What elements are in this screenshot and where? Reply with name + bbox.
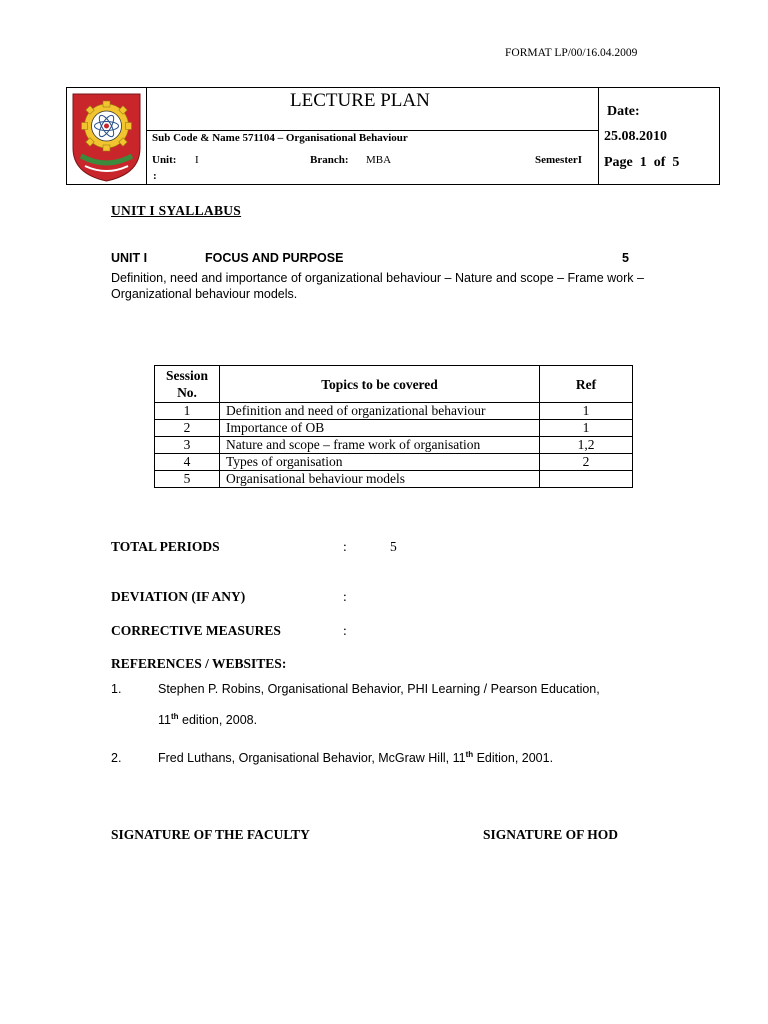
unit-description: Definition, need and importance of organizational behaviour – Nature and scope – Frame work – Organizational behaviour models. — [111, 271, 644, 301]
title-divider — [146, 130, 598, 131]
reference-edition-suffix: th — [465, 750, 474, 759]
branch-label: Branch: — [310, 154, 349, 166]
reference-number: 2. — [111, 751, 122, 765]
session-ref: 2 — [540, 454, 633, 471]
references-heading: REFERENCES / WEBSITES: — [111, 656, 287, 671]
faculty-signature-label: SIGNATURE OF THE FACULTY — [111, 827, 310, 842]
session-number: 4 — [155, 454, 220, 471]
session-topic: Types of organisation — [220, 454, 540, 471]
table-row — [155, 437, 633, 454]
college-logo — [67, 88, 146, 184]
page-number: Page 1 of 5 — [604, 155, 680, 170]
session-topic: Organisational behaviour models — [220, 471, 540, 488]
reference-number: 1. — [111, 682, 122, 696]
syllabus-heading: UNIT I SYALLABUS — [111, 203, 242, 218]
hod-signature-label: SIGNATURE OF HOD — [483, 827, 619, 842]
total-periods-colon: : — [343, 539, 347, 554]
page-title: LECTURE PLAN — [290, 90, 430, 111]
session-topic: Definition and need of organizational behaviour — [220, 403, 540, 420]
session-ref: 1,2 — [540, 437, 633, 454]
table-row — [155, 420, 633, 437]
table-row — [155, 454, 633, 471]
unit-value: I — [195, 154, 199, 166]
semester-label: SemesterI — [535, 154, 583, 166]
deviation-label: DEVIATION (IF ANY) — [111, 589, 246, 604]
unit-heading-title: FOCUS AND PURPOSE — [205, 251, 344, 265]
session-topic: Nature and scope – frame work of organisation — [220, 437, 540, 454]
unit-colon: : — [153, 170, 157, 182]
session-ref — [540, 471, 633, 488]
header-ref: Ref — [540, 366, 633, 403]
session-ref: 1 — [540, 403, 633, 420]
header-topics: Topics to be covered — [220, 366, 540, 403]
session-ref: 1 — [540, 420, 633, 437]
session-table — [154, 365, 633, 488]
unit-heading-code: UNIT I — [111, 251, 148, 265]
unit-label: Unit: — [152, 154, 177, 166]
reference-edition-rest: edition, 2008. — [178, 713, 258, 727]
session-number: 3 — [155, 437, 220, 454]
total-periods-value: 5 — [390, 539, 397, 554]
reference-edition-number: 11 — [158, 713, 171, 727]
session-number: 5 — [155, 471, 220, 488]
date-label: Date: — [607, 104, 640, 119]
table-row — [155, 403, 633, 420]
corrective-measures-label: CORRECTIVE MEASURES — [111, 623, 281, 638]
total-periods-label: TOTAL PERIODS — [111, 539, 220, 554]
session-number: 2 — [155, 420, 220, 437]
header-session-no: Session No. — [155, 366, 220, 403]
reference-text-start: Fred Luthans, Organisational Behavior, McGraw Hill, 11 — [158, 751, 466, 765]
corrective-measures-colon: : — [343, 623, 347, 638]
table-row — [155, 471, 633, 488]
unit-heading-hours: 5 — [622, 251, 629, 265]
reference-text-continued — [158, 713, 257, 727]
branch-value: MBA — [366, 154, 392, 166]
session-topic: Importance of OB — [220, 420, 540, 437]
subject-code-name: Sub Code & Name 571104 – Organisational Behaviour — [152, 132, 408, 144]
format-code: FORMAT LP/00/16.04.2009 — [505, 47, 638, 59]
date-value: 25.08.2010 — [604, 129, 667, 144]
reference-edition-suffix: th — [170, 712, 179, 721]
reference-text — [158, 751, 553, 765]
logo-cell — [67, 88, 147, 184]
deviation-colon: : — [343, 589, 347, 604]
table-header-row — [155, 366, 633, 403]
reference-text-end: Edition, 2001. — [473, 751, 554, 765]
session-number: 1 — [155, 403, 220, 420]
reference-text: Stephen P. Robins, Organisational Behavior, PHI Learning / Pearson Education, — [158, 682, 600, 696]
